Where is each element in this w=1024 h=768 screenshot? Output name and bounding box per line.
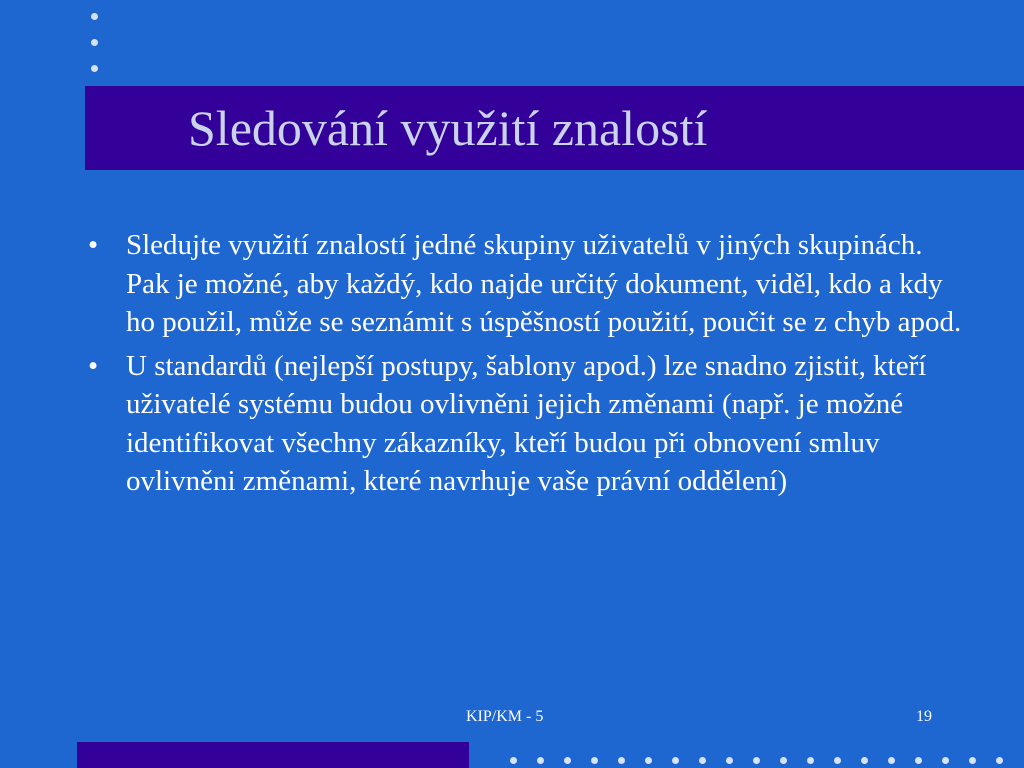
decor-dot bbox=[91, 65, 98, 72]
decor-dot bbox=[91, 13, 98, 20]
decor-dot bbox=[861, 757, 868, 764]
decor-dot bbox=[564, 757, 571, 764]
bullet-list bbox=[86, 226, 966, 506]
bullet-item bbox=[86, 226, 966, 342]
decor-dot bbox=[645, 757, 652, 764]
bullet-text: U standardů (nejlepší postupy, šablony apod.) lze snadno zjistit, kteří uživatelé systému budou ovlivněni jejich změnami (např. je možné identifikovat všechny zákazníky, kteří budou při obnovení smluv ovlivněni změnami, které navrhuje vaše právní oddělení) bbox=[126, 349, 927, 497]
bullet-item bbox=[86, 347, 966, 501]
decor-dot bbox=[969, 757, 976, 764]
decor-dot bbox=[537, 757, 544, 764]
decor-dot bbox=[726, 757, 733, 764]
bullet-marker: • bbox=[88, 349, 99, 382]
decor-dot bbox=[753, 757, 760, 764]
decor-dot bbox=[591, 757, 598, 764]
decor-dot bbox=[888, 757, 895, 764]
decor-dot bbox=[942, 757, 949, 764]
decor-dot bbox=[915, 757, 922, 764]
decor-dot bbox=[510, 757, 517, 764]
bullet-text: Sledujte využití znalostí jedné skupiny uživatelů v jiných skupinách. Pak je možné, aby každý, kdo najde určitý dokument, viděl, kdo a kdy ho použil, může se seznámit s úspěšností použití, poučit se z chyb apod. bbox=[126, 229, 962, 338]
footer-label: KIP/KM - 5 bbox=[466, 708, 544, 725]
decor-dot bbox=[618, 757, 625, 764]
decor-dot bbox=[780, 757, 787, 764]
decor-dot bbox=[699, 757, 706, 764]
decor-dot bbox=[996, 757, 1003, 764]
decor-dot bbox=[672, 757, 679, 764]
slide-title: Sledování využití znalostí bbox=[188, 100, 708, 156]
decor-dot bbox=[807, 757, 814, 764]
bottom-band bbox=[77, 742, 469, 768]
bullet-marker: • bbox=[88, 229, 99, 261]
decor-dot bbox=[834, 757, 841, 764]
decor-dot bbox=[91, 39, 98, 46]
page-number: 19 bbox=[916, 708, 932, 725]
